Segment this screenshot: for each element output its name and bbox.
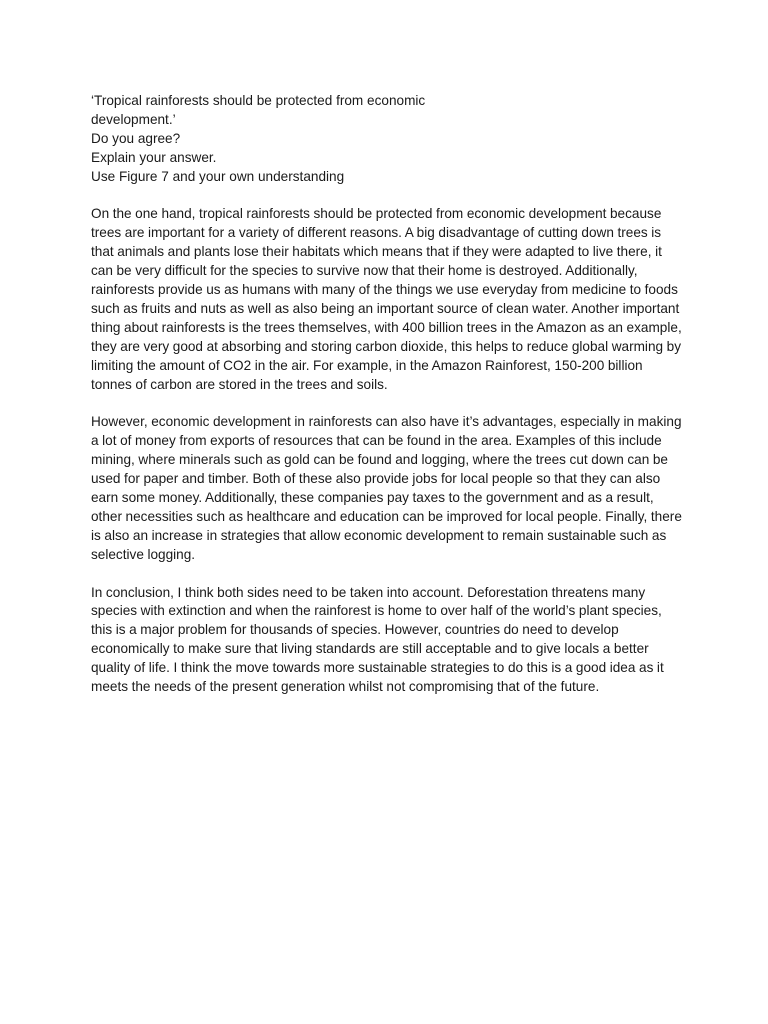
question-line: development.’: [91, 111, 176, 127]
document-body: [91, 92, 683, 697]
essay-question: [91, 92, 683, 187]
question-line: ‘Tropical rainforests should be protected from economic: [91, 93, 426, 108]
paragraph-development-advantages: However, economic development in rainforests can also have it’s advantages, especially in making a lot of money from exports of resources that can be found in the area. Examples of this include mining, where minerals such as gold can be found and logging, where the trees cut down can be used for paper and timber. Both of these also provide jobs for local people so that they can also earn some money. Additionally, these companies pay taxes to the government and as a result, other necessities such as healthcare and education can be improved for local people. Finally, there is also an increase in strategies that allow economic development to remain sustainable such as selective logging.: [91, 414, 682, 562]
paragraph-for-protection: On the one hand, tropical rainforests should be protected from economic development because trees are important for a variety of different reasons. A big disadvantage of cutting down trees is that animals and plants lose their habitats which means that if they were adapted to live there, it can be very difficult for the species to survive now that their home is destroyed. Additionally, rainforests provide us as humans with many of the things we use everyday from medicine to foods such as fruits and nuts as well as also being an important source of clean water. Another important thing about rainforests is the trees themselves, with 400 billion trees in the Amazon as an example, they are very good at absorbing and storing carbon dioxide, this helps to reduce global warming by limiting the amount of CO2 in the air. For example, in the Amazon Rainforest, 150-200 billion tonnes of carbon are stored in the trees and soils.: [91, 206, 682, 392]
question-line: Explain your answer.: [91, 149, 217, 165]
paragraph-conclusion: In conclusion, I think both sides need to be taken into account. Deforestation threatens many species with extinction and when the rainforest is home to over half of the world’s plant species, this is a major problem for thousands of species. However, countries do need to develop economically to make sure that living standards are still acceptable and to give locals a better quality of life. I think the move towards more sustainable strategies to do this is a good idea as it meets the needs of the present generation whilst not compromising that of the future.: [91, 584, 664, 695]
question-line: Do you agree?: [91, 130, 181, 146]
question-line: Use Figure 7 and your own understanding: [91, 168, 345, 184]
